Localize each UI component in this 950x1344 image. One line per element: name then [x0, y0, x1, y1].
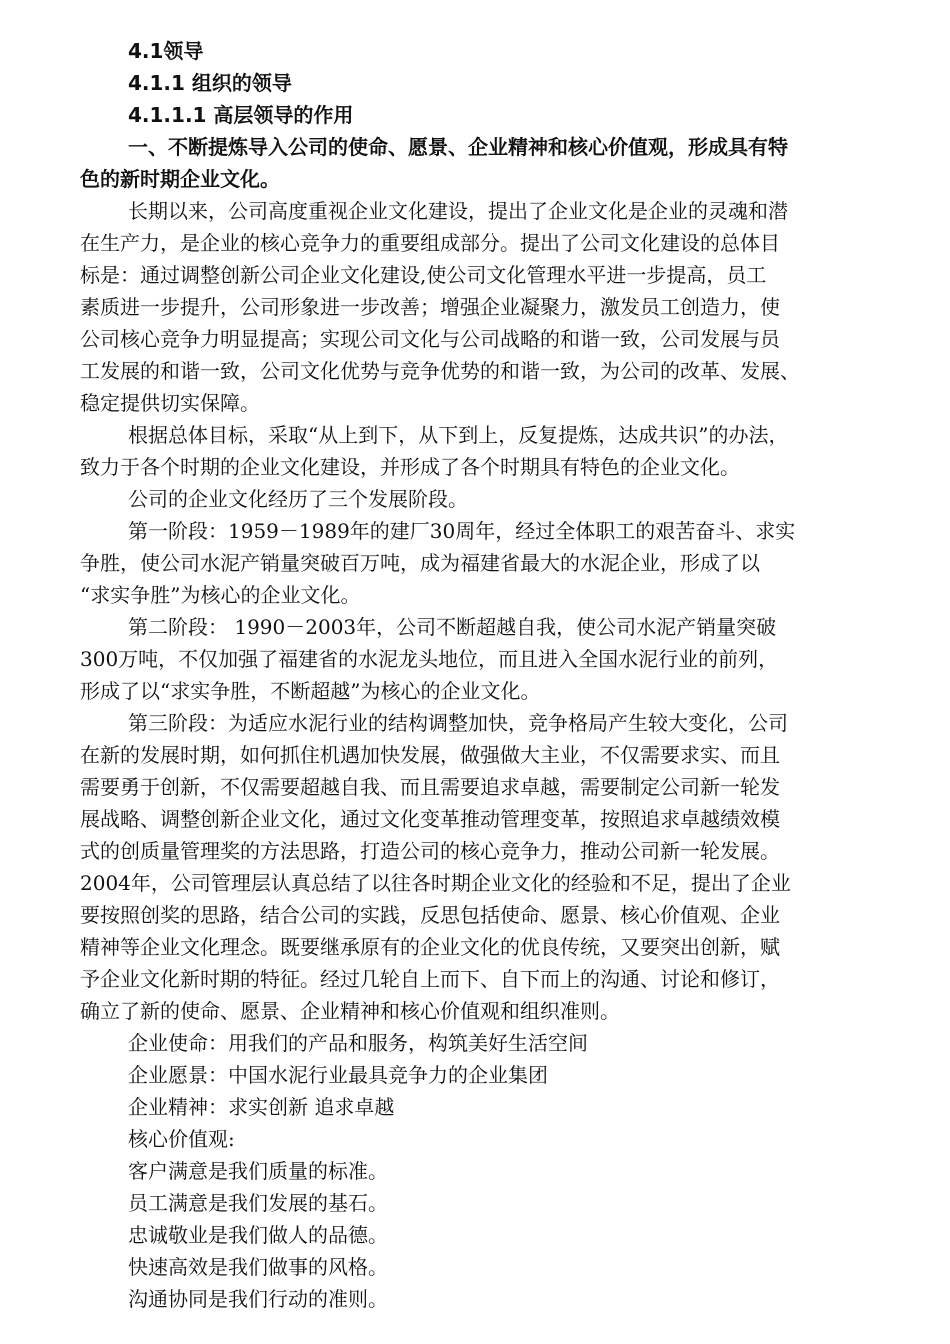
stage3-line-6: 2004年，公司管理层认真总结了以往各时期企业文化的经验和不足，提出了企业 [80, 871, 791, 895]
spirit-statement: 企业精神：求实创新 追求卓越 [128, 1095, 395, 1119]
stage1-line-3: “求实争胜”为核心的企业文化。 [80, 583, 361, 607]
para1-line-3: 标是：通过调整创新公司企业文化建设,使公司文化管理水平进一步提高，员工 [80, 263, 767, 287]
para1-line-7: 稳定提供切实保障。 [80, 391, 260, 415]
stage3-line-9: 予企业文化新时期的特征。经过几轮自上而下、自下而上的沟通、讨论和修订， [80, 967, 780, 991]
section-title-line-1: 一、不断提炼导入公司的使命、愿景、企业精神和核心价值观，形成具有特 [128, 135, 788, 159]
para1-line-2: 在生产力，是企业的核心竞争力的重要组成部分。提出了公司文化建设的总体目 [80, 231, 780, 255]
stage1-line-2: 争胜，使公司水泥产销量突破百万吨，成为福建省最大的水泥企业，形成了以 [80, 551, 760, 575]
stage2-line-3: 形成了以“求实争胜，不断超越”为核心的企业文化。 [80, 679, 541, 703]
para1-line-6: 工发展的和谐一致，公司文化优势与竞争优势的和谐一致，为公司的改革、发展、 [80, 359, 800, 383]
stage3-line-7: 要按照创奖的思路，结合公司的实践，反思包括使命、愿景、核心价值观、企业 [80, 903, 780, 927]
stage1-line-1: 第一阶段：1959－1989年的建厂30周年，经过全体职工的艰苦奋斗、求实 [128, 519, 796, 543]
stage3-line-2: 在新的发展时期，如何抓住机遇加快发展，做强做大主业，不仅需要求实、而且 [80, 743, 780, 767]
stage3-line-8: 精神等企业文化理念。既要继承原有的企业文化的优良传统，又要突出创新，赋 [80, 935, 780, 959]
para3-line-1: 公司的企业文化经历了三个发展阶段。 [128, 487, 468, 511]
stage3-line-1: 第三阶段：为适应水泥行业的结构调整加快，竞争格局产生较大变化，公司 [128, 711, 788, 735]
stage2-line-2: 300万吨，不仅加强了福建省的水泥龙头地位，而且进入全国水泥行业的前列， [80, 647, 779, 671]
section-title-line-2: 色的新时期企业文化。 [80, 167, 280, 191]
stage3-line-4: 展战略、调整创新企业文化，通过文化变革推动管理变革，按照追求卓越绩效模 [80, 807, 780, 831]
stage3-line-10: 确立了新的使命、愿景、企业精神和核心价值观和组织准则。 [80, 999, 620, 1023]
heading-4-1: 4.1领导 [128, 39, 204, 63]
core-values-label: 核心价值观: [128, 1127, 235, 1151]
vision-statement: 企业愿景：中国水泥行业最具竞争力的企业集团 [128, 1063, 548, 1087]
core-value-item: 沟通协同是我们行动的准则。 [128, 1287, 388, 1311]
stage3-line-3: 需要勇于创新，不仅需要超越自我、而且需要追求卓越，需要制定公司新一轮发 [80, 775, 780, 799]
para2-line-2: 致力于各个时期的企业文化建设，并形成了各个时期具有特色的企业文化。 [80, 455, 740, 479]
core-value-item: 忠诚敬业是我们做人的品德。 [128, 1223, 388, 1247]
para1-line-5: 公司核心竞争力明显提高；实现公司文化与公司战略的和谐一致，公司发展与员 [80, 327, 780, 351]
core-value-item: 员工满意是我们发展的基石。 [128, 1191, 388, 1215]
mission-statement: 企业使命：用我们的产品和服务，构筑美好生活空间 [128, 1031, 588, 1055]
core-value-item: 客户满意是我们质量的标准。 [128, 1159, 388, 1183]
para2-line-1: 根据总体目标，采取“从上到下，从下到上，反复提炼，达成共识”的办法， [128, 423, 789, 447]
para1-line-4: 素质进一步提升，公司形象进一步改善；增强企业凝聚力，激发员工创造力，使 [80, 295, 780, 319]
core-value-item: 快速高效是我们做事的风格。 [128, 1255, 388, 1279]
heading-4-1-1-1: 4.1.1.1 高层领导的作用 [128, 103, 354, 127]
stage2-line-1: 第二阶段： 1990－2003年，公司不断超越自我，使公司水泥产销量突破 [128, 615, 777, 639]
stage3-line-5: 式的创质量管理奖的方法思路，打造公司的核心竞争力，推动公司新一轮发展。 [80, 839, 780, 863]
heading-4-1-1: 4.1.1 组织的领导 [128, 71, 292, 95]
para1-line-1: 长期以来，公司高度重视企业文化建设，提出了企业文化是企业的灵魂和潜 [128, 199, 788, 223]
